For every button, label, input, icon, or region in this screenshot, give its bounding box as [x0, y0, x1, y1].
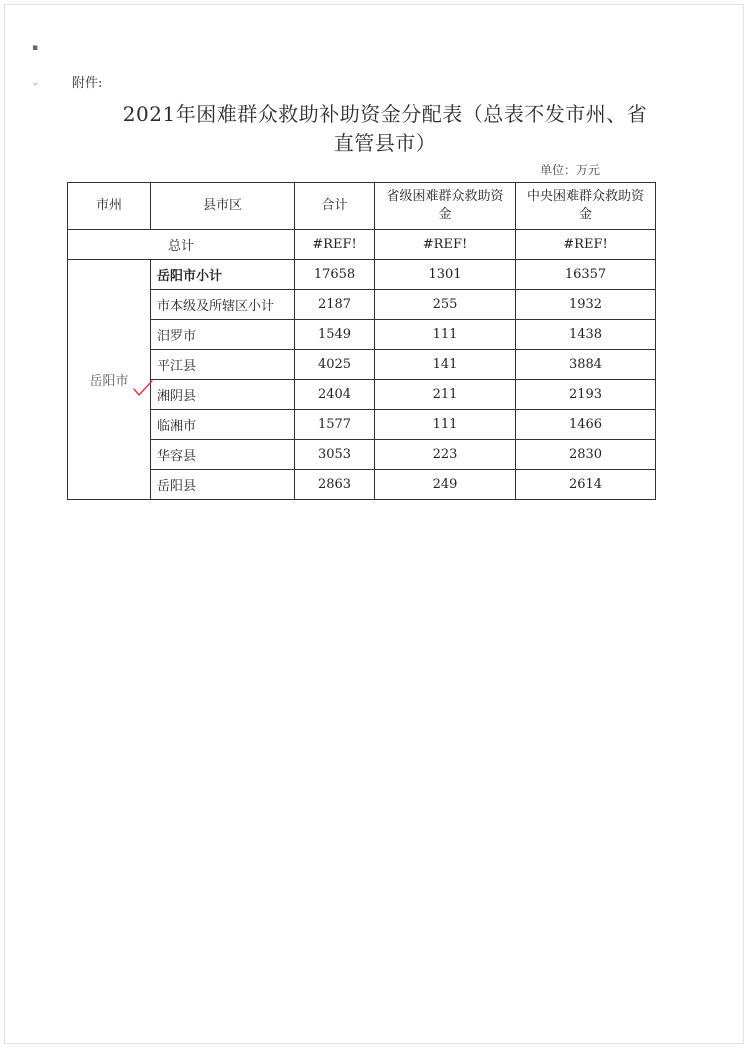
row-central: 2614: [516, 470, 656, 500]
district-name: 岳阳县: [151, 470, 295, 500]
table-row: [68, 440, 656, 470]
row-central: 1438: [516, 320, 656, 350]
table-row: [68, 320, 656, 350]
row-total: 17658: [295, 260, 375, 290]
row-provincial: 211: [375, 380, 516, 410]
district-name: 岳阳市小计: [151, 260, 295, 290]
scan-speck: ˇ: [33, 84, 38, 94]
handwritten-check-icon: [132, 378, 154, 400]
row-central: 2830: [516, 440, 656, 470]
attachment-label: 附件:: [72, 76, 103, 91]
row-total: 2863: [295, 470, 375, 500]
row-provincial: 111: [375, 410, 516, 440]
row-provincial: 223: [375, 440, 516, 470]
table-header-row: [68, 183, 656, 230]
table-row: [68, 350, 656, 380]
city-name-cell: 岳阳市: [68, 260, 151, 500]
row-provincial: 111: [375, 320, 516, 350]
table-row: [68, 380, 656, 410]
row-central: 16357: [516, 260, 656, 290]
table-row: [68, 260, 656, 290]
table-row: [68, 470, 656, 500]
row-total: 4025: [295, 350, 375, 380]
row-total: 1549: [295, 320, 375, 350]
district-name: 华容县: [151, 440, 295, 470]
district-name: 湘阴县: [151, 380, 295, 410]
row-central: 1932: [516, 290, 656, 320]
scan-speck: ▪: [32, 43, 39, 53]
row-total: 2187: [295, 290, 375, 320]
district-name: 市本级及所辖区小计: [151, 290, 295, 320]
row-provincial: 255: [375, 290, 516, 320]
page-border: [4, 4, 744, 1044]
header-provincial-fund: 省级困难群众救助资金: [375, 183, 516, 230]
allocation-table: [67, 182, 656, 500]
district-name: 临湘市: [151, 410, 295, 440]
grand-total-row: [68, 230, 656, 260]
unit-label: 单位：万元: [540, 163, 601, 177]
grand-total-total: #REF!: [295, 230, 375, 260]
header-district: 县市区: [151, 183, 295, 230]
header-central-fund: 中央困难群众救助资金: [516, 183, 656, 230]
row-provincial: 141: [375, 350, 516, 380]
document-title-line-2: 直管县市）: [333, 131, 437, 155]
header-city: 市州: [68, 183, 151, 230]
table-row: [68, 290, 656, 320]
grand-total-label: 总计: [68, 230, 295, 260]
row-total: 2404: [295, 380, 375, 410]
document-title-line-1: 2021年困难群众救助补助资金分配表（总表不发市州、省: [122, 102, 648, 126]
table-row: [68, 410, 656, 440]
header-total: 合计: [295, 183, 375, 230]
row-provincial: 1301: [375, 260, 516, 290]
row-central: 1466: [516, 410, 656, 440]
row-central: 2193: [516, 380, 656, 410]
row-total: 3053: [295, 440, 375, 470]
row-central: 3884: [516, 350, 656, 380]
row-provincial: 249: [375, 470, 516, 500]
district-name: 平江县: [151, 350, 295, 380]
grand-total-provincial: #REF!: [375, 230, 516, 260]
district-name: 汨罗市: [151, 320, 295, 350]
row-total: 1577: [295, 410, 375, 440]
grand-total-central: #REF!: [516, 230, 656, 260]
